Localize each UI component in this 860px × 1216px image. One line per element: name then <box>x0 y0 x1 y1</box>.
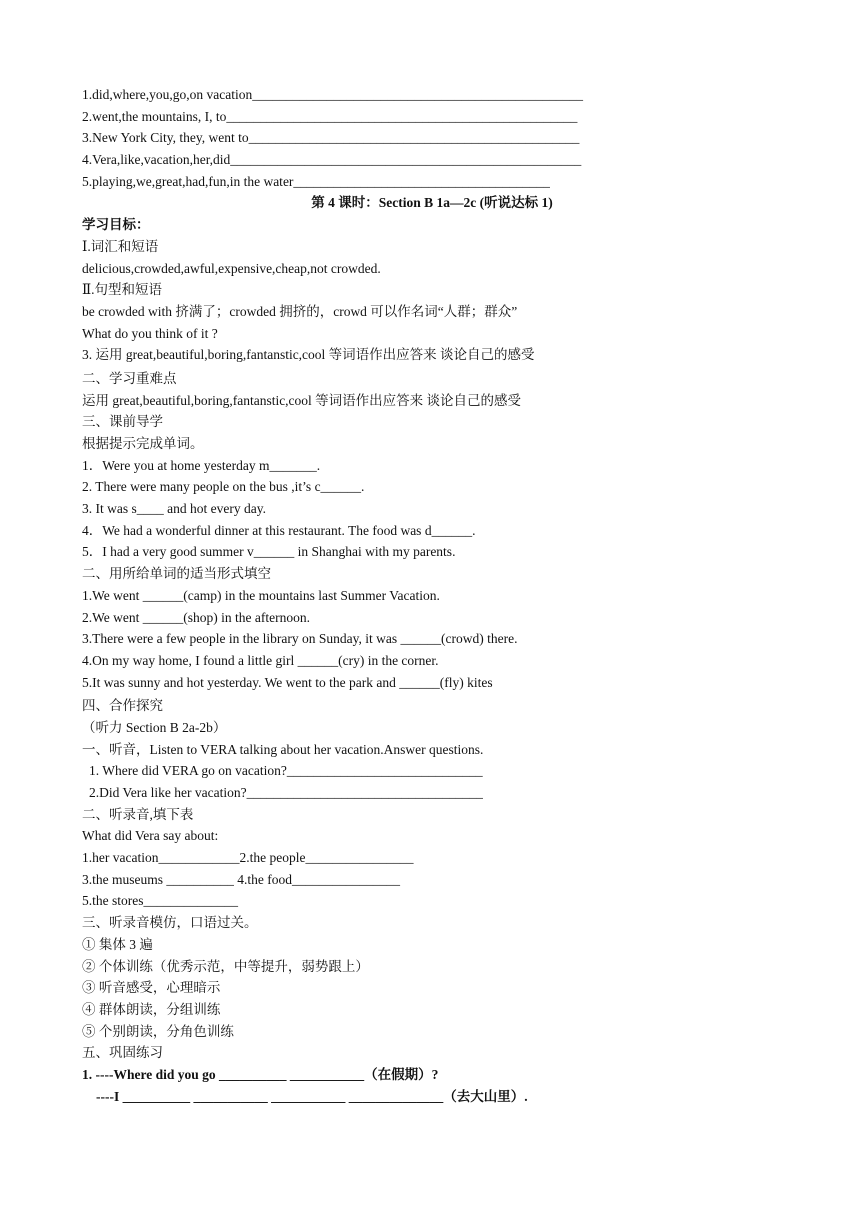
crowded-note: be crowded with 挤满了；crowded 拥挤的，crowd 可以作名词“人群；群众” <box>82 303 518 319</box>
form-fill-heading: 二、用所给单词的适当形式填空 <box>82 566 271 582</box>
word-fill-2: 2. There were many people on the bus ,it’s c______. <box>82 479 365 495</box>
form-fill-3: 3.There were a few people in the library on Sunday, it was ______(crowd) there. <box>82 631 518 647</box>
sentence-order-4: 4.Vera,like,vacation,her,did____________________________________________________ <box>82 152 582 168</box>
word-fill-5: 5．I had a very good summer v______ in Shanghai with my parents. <box>82 544 456 560</box>
listening-instruction: 一、听音，Listen to VERA talking about her vacation.Answer questions. <box>82 741 484 757</box>
table-fill-question: What did Vera say about: <box>82 828 219 844</box>
listening-question-1: 1. Where did VERA go on vacation?_____________________________ <box>89 763 483 779</box>
cooperation-heading: 四、合作探究 <box>82 698 163 714</box>
form-fill-5: 5.It was sunny and hot yesterday. We went to the park and ______(fly) kites <box>82 674 493 690</box>
sentence-order-5: 5.playing,we,great,had,fun,in the water______________________________________ <box>82 173 550 189</box>
practice-question-1: 1. ----Where did you go __________ ___________（在假期）? <box>82 1066 439 1082</box>
worksheet-page <box>82 84 782 1107</box>
imitation-step-5: ⑤ 个别朗读，分角色训练 <box>82 1023 234 1039</box>
listening-section: （听力 Section B 2a-2b） <box>82 719 227 735</box>
key-points-text: 运用 great,beautiful,boring,fantanstic,cool 等词语作出应答来 谈论自己的感受 <box>82 392 522 408</box>
word-fill-4: 4．We had a wonderful dinner at this restaurant. The food was d______. <box>82 522 476 538</box>
form-fill-2: 2.We went ______(shop) in the afternoon. <box>82 609 310 625</box>
imitation-heading: 三、听录音模仿，口语过关。 <box>82 915 258 931</box>
imitation-step-2: ② 个体训练（优秀示范，中等提升，弱势跟上） <box>82 958 369 974</box>
vocab-heading: Ⅰ.词汇和短语 <box>82 238 159 254</box>
form-fill-1: 1.We went ______(camp) in the mountains last Summer Vacation. <box>82 587 440 603</box>
table-fill-row-1: 1.her vacation____________2.the people________________ <box>82 850 414 866</box>
preview-instruction: 根据提示完成单词。 <box>82 436 204 451</box>
form-fill-4: 4.On my way home, I found a little girl ______(cry) in the corner. <box>82 652 439 668</box>
imitation-step-3: ③ 听音感受，心理暗示 <box>82 980 221 996</box>
key-points-heading: 二、学习重难点 <box>82 370 177 386</box>
sentence-order-3: 3.New York City, they, went to_________________________________________________ <box>82 130 580 146</box>
sentence-order-2: 2.went,the mountains, I, to____________________________________________________ <box>82 108 578 124</box>
practice-heading: 五、巩固练习 <box>82 1045 163 1061</box>
preview-heading: 三、课前导学 <box>82 414 163 430</box>
lesson-title: 第 4 课时：Section B 1a—2c (听说达标 1) <box>311 195 553 211</box>
sentence-pattern-heading: Ⅱ.句型和短语 <box>82 282 163 298</box>
vocab-list: delicious,crowded,awful,expensive,cheap,not crowded. <box>82 260 381 276</box>
learning-goals-heading: 学习目标： <box>82 217 150 233</box>
goal-3: 3. 运用 great,beautiful,boring,fantanstic,cool 等词语作出应答来 谈论自己的感受 <box>82 347 535 363</box>
question-pattern: What do you think of it ? <box>82 325 218 341</box>
word-fill-3: 3. It was s____ and hot every day. <box>82 501 266 517</box>
table-fill-heading: 二、听录音,填下表 <box>82 806 194 822</box>
practice-answer-1: ----I __________ ___________ ___________ ______________（去大山里）. <box>96 1088 528 1104</box>
imitation-step-4: ④ 群体朗读，分组训练 <box>82 1001 221 1017</box>
word-fill-1: 1．Were you at home yesterday m_______. <box>82 457 321 473</box>
sentence-order-1: 1.did,where,you,go,on vacation_________________________________________________ <box>82 87 583 102</box>
table-fill-row-2: 3.the museums __________ 4.the food________________ <box>82 871 400 887</box>
imitation-step-1: ① 集体 3 遍 <box>82 936 153 952</box>
table-fill-row-3: 5.the stores______________ <box>82 893 238 909</box>
listening-question-2: 2.Did Vera like her vacation?___________________________________ <box>89 785 483 800</box>
